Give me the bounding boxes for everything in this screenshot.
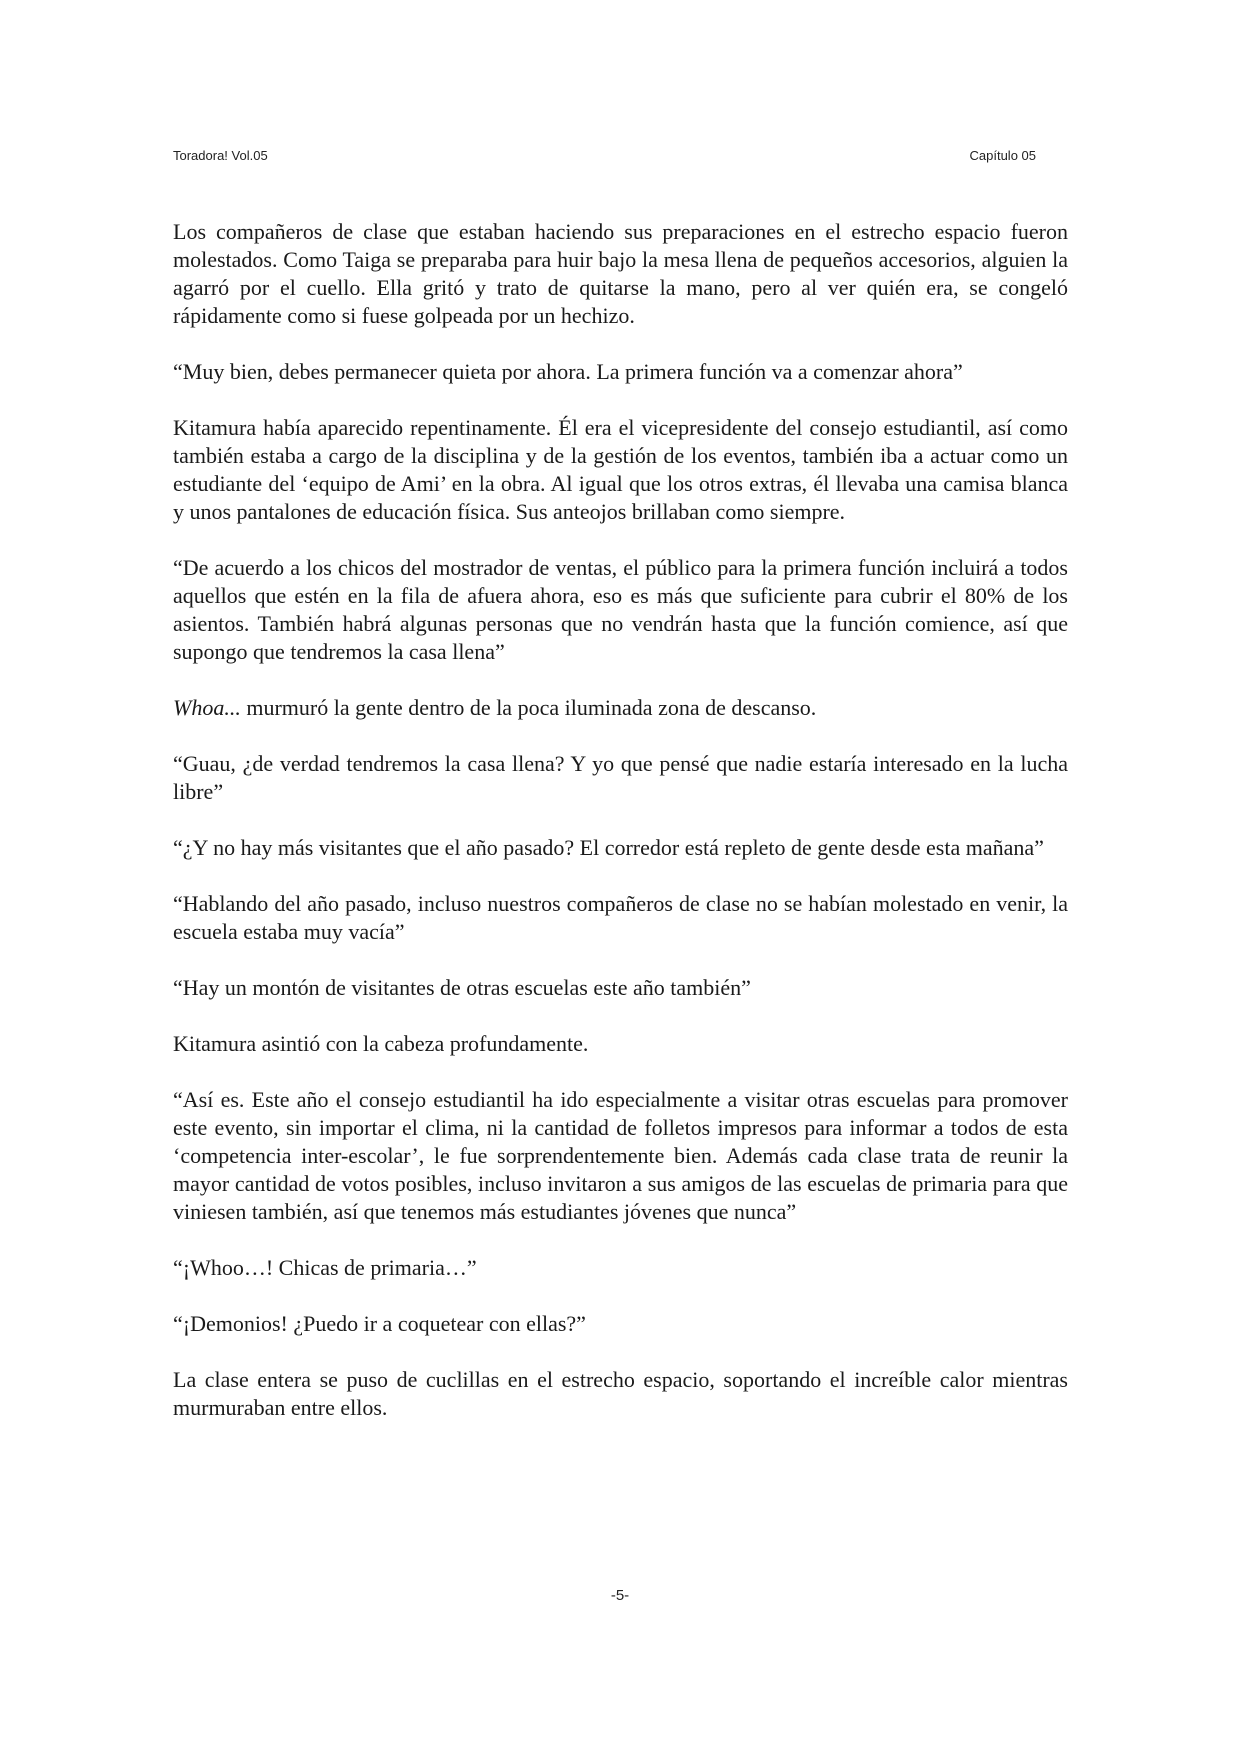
paragraph-text: murmuró la gente dentro de la poca iluminada zona de descanso.	[240, 695, 817, 720]
paragraph: “Así es. Este año el consejo estudiantil ha ido especialmente a visitar otras escuelas para promover este evento, sin importar el clima, ni la cantidad de folletos impresos para informar a todos de esta ‘competencia inter-escolar’, le fue sorprendentemente bien. Además cada clase trata de reunir la mayor cantidad de votos posibles, incluso invitaron a sus amigos de las escuelas de primaria para que viniesen también, así que tenemos más estudiantes jóvenes que nunca”	[173, 1087, 1068, 1224]
paragraph: “Hablando del año pasado, incluso nuestros compañeros de clase no se habían molestado en venir, la escuela estaba muy vacía”	[173, 891, 1068, 944]
paragraph: “Hay un montón de visitantes de otras escuelas este año también”	[173, 975, 751, 1000]
page-body	[173, 218, 1068, 1450]
paragraph: La clase entera se puso de cuclillas en el estrecho espacio, soportando el increíble calor mientras murmuraban entre ellos.	[173, 1367, 1068, 1420]
paragraph: “¿Y no hay más visitantes que el año pasado? El corredor está repleto de gente desde esta mañana”	[173, 835, 1044, 860]
paragraph: “De acuerdo a los chicos del mostrador de ventas, el público para la primera función incluirá a todos aquellos que estén en la fila de afuera ahora, eso es más que suficiente para cubrir el 80% de los asientos. También habrá algunas personas que no vendrán hasta que la función comience, así que supongo que tendremos la casa llena”	[173, 555, 1068, 664]
header-book-title: Toradora! Vol.05	[173, 148, 268, 163]
paragraph: “¡Whoo…! Chicas de primaria…”	[173, 1255, 477, 1280]
paragraph: Kitamura asintió con la cabeza profundamente.	[173, 1031, 589, 1056]
paragraph	[173, 694, 1068, 722]
paragraph: “Guau, ¿de verdad tendremos la casa llena? Y yo que pensé que nadie estaría interesado en la lucha libre”	[173, 751, 1068, 804]
paragraph-emphasis: Whoa...	[173, 695, 241, 720]
page-number: -5-	[610, 1587, 630, 1604]
paragraph: Kitamura había aparecido repentinamente. Él era el vicepresidente del consejo estudiantil, así como también estaba a cargo de la disciplina y de la gestión de los eventos, también iba a actuar como un estudiante del ‘equipo de Ami’ en la obra. Al igual que los otros extras, él llevaba una camisa blanca y unos pantalones de educación física. Sus anteojos brillaban como siempre.	[173, 415, 1068, 524]
paragraph: “Muy bien, debes permanecer quieta por ahora. La primera función va a comenzar ahora”	[173, 359, 963, 384]
paragraph: Los compañeros de clase que estaban haciendo sus preparaciones en el estrecho espacio fueron molestados. Como Taiga se preparaba para huir bajo la mesa llena de pequeños accesorios, alguien la agarró por el cuello. Ella gritó y trato de quitarse la mano, pero al ver quién era, se congeló rápidamente como si fuese golpeada por un hechizo.	[173, 219, 1068, 328]
paragraph: “¡Demonios! ¿Puedo ir a coquetear con ellas?”	[173, 1311, 586, 1336]
header-chapter: Capítulo 05	[969, 148, 1036, 163]
page-header	[173, 148, 1036, 168]
